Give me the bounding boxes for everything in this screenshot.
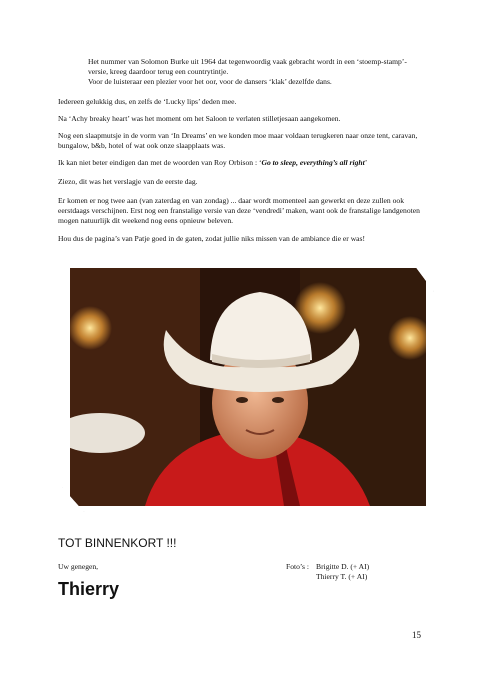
paragraph-indent-1: Het nummer van Solomon Burke uit 1964 dat tegenwoordig vaak gebracht wordt in een ‘stoemp-stamp’-versie, kreeg daardoor terug een countrytintje. <box>88 57 407 76</box>
paragraph-7: Hou dus de pagina’s van Patje goed in de gaten, zodat jullie niks missen van de ambiance die er was! <box>58 234 366 243</box>
page-number: 15 <box>412 630 421 640</box>
paragraph-2: Na ‘Achy breaky heart’ was het moment om het Saloon te verlaten stilletjesaan aangekomen. <box>58 114 341 123</box>
paragraph-4 <box>58 158 430 168</box>
cowboy-photo <box>70 268 426 506</box>
closing-heading: TOT BINNENKORT !!! <box>58 536 177 550</box>
photo-credit-1: Brigitte D. (+ AI) <box>316 562 370 571</box>
photo-frame <box>62 262 434 512</box>
paragraph-5: Ziezo, dit was het verslagje van de eerste dag. <box>58 177 198 186</box>
photo-credit-2: Thierry T. (+ AI) <box>316 572 368 581</box>
author-signature: Thierry <box>58 579 120 599</box>
photo-credit-label: Foto’s : <box>286 562 309 571</box>
paragraph-indent-2: Voor de luisteraar een plezier voor het oor, voor de dansers ‘klak’ dezelfde dans. <box>88 77 332 86</box>
lamp-left-icon <box>70 306 112 350</box>
paragraph-3: Nog een slaapmutsje in de vorm van ‘In Dreams’ en we konden moe maar voldaan terugkeren naar onze tent, caravan, bungalow, b&b, hotel of wat ook onze slaapplaats was. <box>58 131 418 150</box>
signoff-text: Uw genegen, <box>58 562 99 571</box>
roy-orbison-quote: Go to sleep, everything’s all right <box>261 158 365 167</box>
paragraph-6: Er komen er nog twee aan (van zaterdag en van zondag) ... daar wordt momenteel aan gewerkt en deze zullen ook eerstdaags verschijnen. Erst nog een franstalige versie van deze ‘vendredi’ maken, want ook de franstalige landgenoten mogen natuurlijk dit weekend nog eens opnieuw beleven. <box>58 196 420 225</box>
paragraph-4-tail: ’ <box>364 158 368 167</box>
paragraph-4-lead: Ik kan niet beter eindigen dan met de woorden van Roy Orbison : ‘ <box>58 158 262 167</box>
cowboy-photo-art <box>70 268 426 506</box>
paragraph-1: Iedereen gelukkig dus, en zelfs de ‘Lucky lips’ deden mee. <box>58 97 237 106</box>
